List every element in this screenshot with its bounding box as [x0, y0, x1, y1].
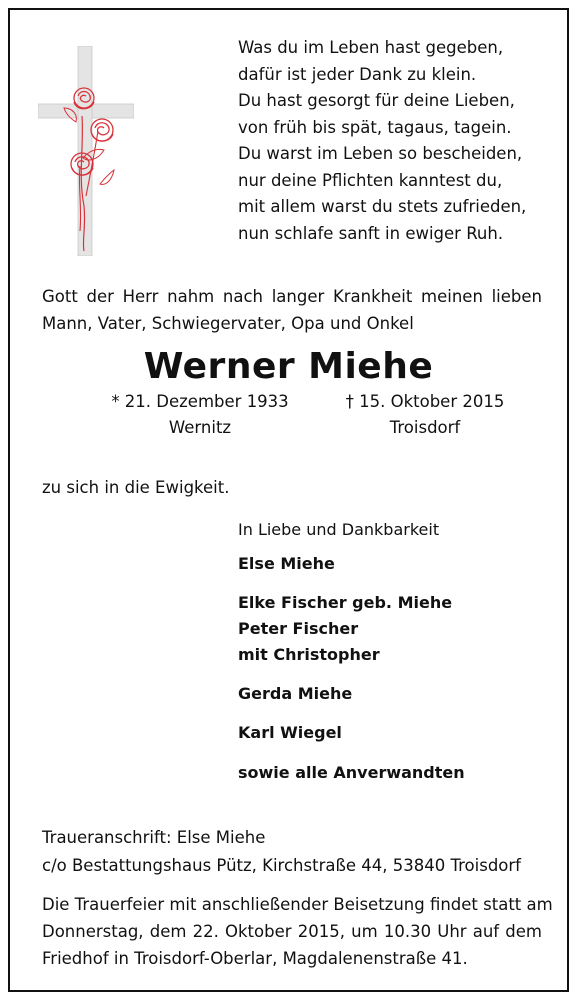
birth-place: Wernitz	[168, 418, 232, 437]
service-line: Donnerstag, dem 22. Oktober 2015, um 10.30 Uhr auf dem	[42, 922, 542, 941]
poem-line: Was du im Leben hast gegeben,	[238, 38, 504, 57]
poem-line: Du hast gesorgt für deine Lieben,	[238, 91, 515, 110]
cross-with-roses-icon	[38, 46, 134, 256]
birth-date: * 21. Dezember 1933	[111, 392, 289, 411]
poem-line: mit allem warst du stets zufrieden,	[238, 197, 527, 216]
closing-line: zu sich in die Ewigkeit.	[42, 478, 230, 497]
mourners-heading: In Liebe und Dankbarkeit	[238, 520, 440, 539]
poem-line: Du warst im Leben so bescheiden,	[238, 144, 523, 163]
address-line: Traueranschrift: Else Miehe	[42, 828, 266, 847]
mourner-name: Karl Wiegel	[238, 723, 342, 742]
address-line: c/o Bestattungshaus Pütz, Kirchstraße 44, 53840 Troisdorf	[42, 856, 521, 875]
mourner-name: Gerda Miehe	[238, 684, 353, 703]
mourner-name: mit Christopher	[238, 645, 380, 664]
poem-line: nur deine Pflichten kanntest du,	[238, 170, 503, 190]
death-date: † 15. Oktober 2015	[345, 392, 505, 411]
service-line: Friedhof in Troisdorf-Oberlar, Magdalenenstraße 41.	[42, 949, 468, 968]
poem-line: von früh bis spät, tagaus, tagein.	[238, 117, 512, 137]
poem-line: dafür ist jeder Dank zu klein.	[238, 64, 477, 84]
deceased-name: Werner Miehe	[143, 346, 434, 387]
mourner-name: Elke Fischer geb. Miehe	[238, 593, 453, 612]
service-line: Die Trauerfeier mit anschließender Beisetzung findet statt am	[42, 895, 553, 914]
intro-line: Gott der Herr nahm nach langer Krankheit meinen lieben	[42, 287, 542, 306]
mourner-name: Peter Fischer	[238, 619, 359, 638]
mourner-name: Else Miehe	[238, 554, 335, 573]
mourner-name: sowie alle Anverwandten	[238, 763, 465, 782]
obituary-notice	[8, 8, 569, 992]
death-place: Troisdorf	[389, 418, 461, 437]
memorial-poem	[238, 35, 558, 247]
poem-line: nun schlafe sanft in ewiger Ruh.	[238, 223, 504, 243]
intro-line: Mann, Vater, Schwiegervater, Opa und Onkel	[42, 314, 414, 333]
